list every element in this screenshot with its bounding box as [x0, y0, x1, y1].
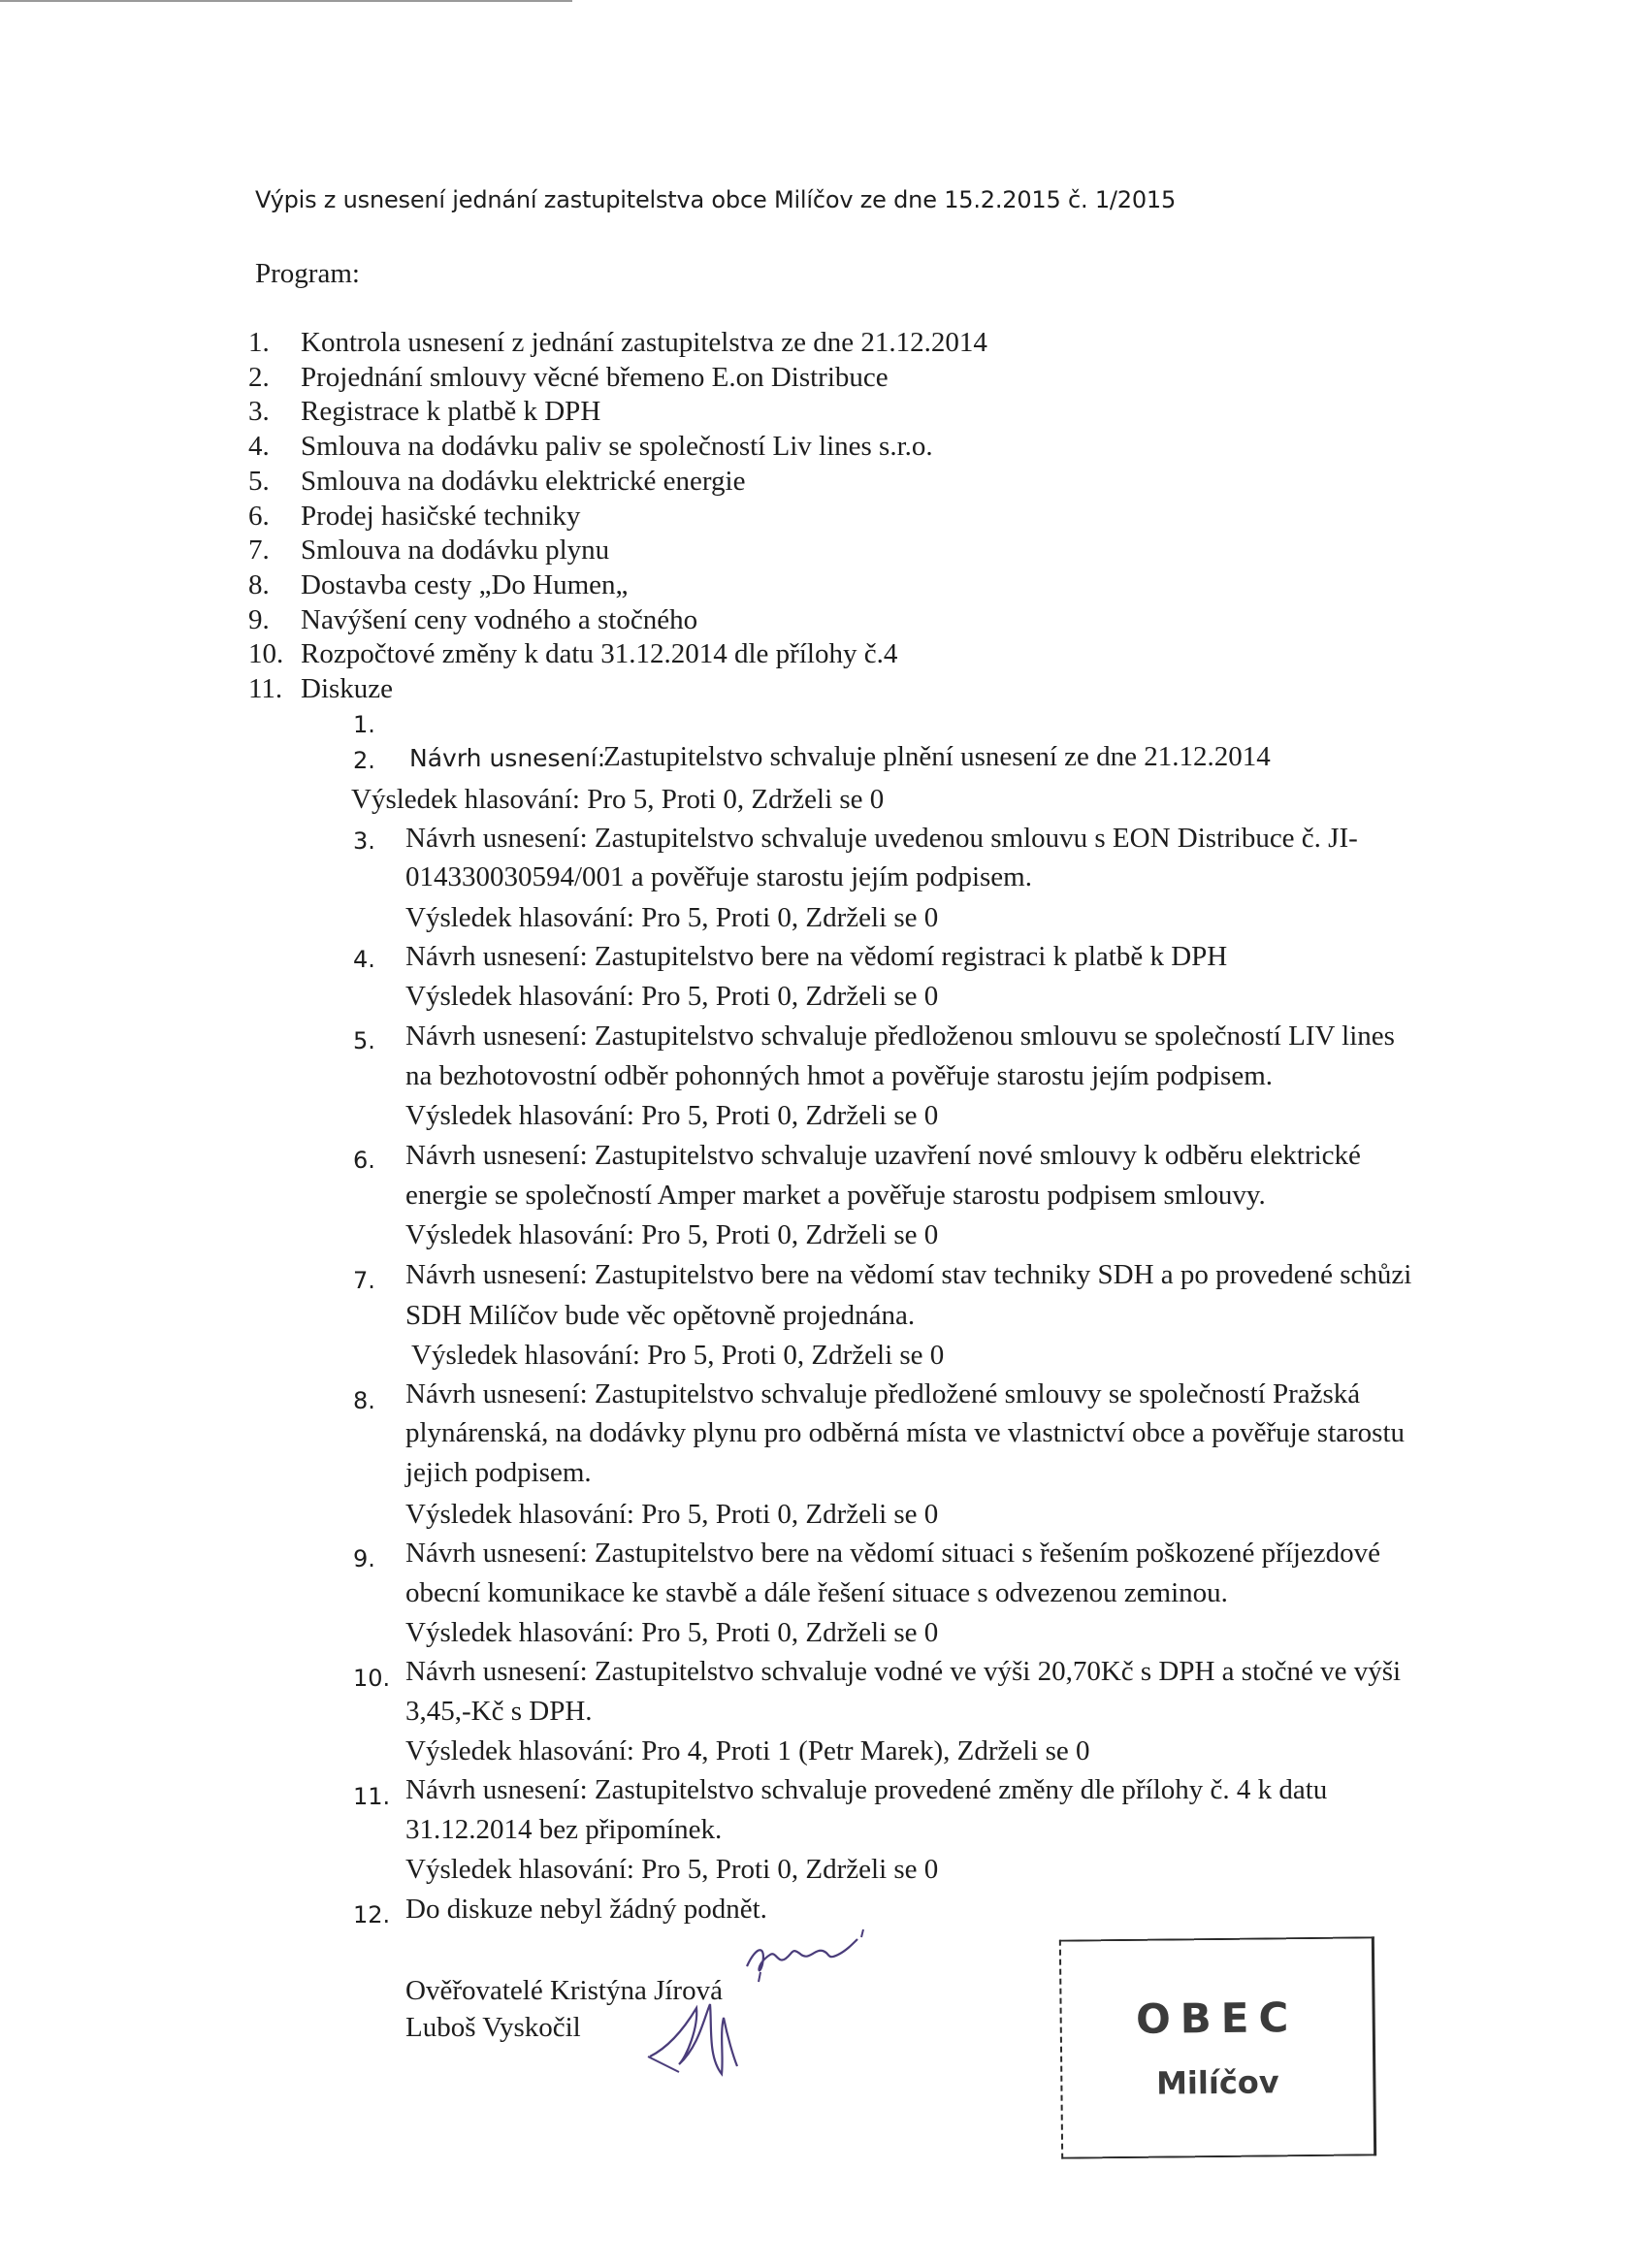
resolution-text: jejich podpisem.	[405, 1457, 592, 1488]
document-heading: Výpis z usnesení jednání zastupitelstva obce Milíčov ze dne 15.2.2015 č. 1/2015	[255, 186, 1177, 213]
resolution-text: Návrh usnesení: Zastupitelstvo schvaluje uvedenou smlouvu s EON Distribuce č. JI-	[405, 823, 1358, 854]
vote-result: Výsledek hlasování: Pro 5, Proti 0, Zdrželi se 0	[405, 981, 939, 1012]
agenda-item	[248, 500, 987, 535]
resolution-number: 11.	[353, 1783, 391, 1810]
resolution-text: Návrh usnesení: Zastupitelstvo bere na vědomí registraci k platbě k DPH	[405, 941, 1228, 972]
resolution-text: Do diskuze nebyl žádný podnět.	[405, 1894, 767, 1925]
resolution-number: 2.	[353, 747, 375, 774]
resolution-text: Návrh usnesení: Zastupitelstvo bere na vědomí stav techniky SDH a po provedené schůzi	[405, 1259, 1412, 1290]
resolution-text: na bezhotovostní odběr pohonných hmot a pověřuje starostu jejím podpisem.	[405, 1060, 1274, 1091]
signature-vyskocil-icon	[640, 1989, 757, 2081]
agenda-text: Prodej hasičské techniky	[301, 500, 581, 532]
agenda-number: 5.	[248, 465, 270, 497]
agenda-number: 3.	[248, 396, 270, 428]
agenda-number: 6.	[248, 500, 270, 532]
resolution-text: Návrh usnesení: Zastupitelstvo schvaluje vodné ve výši 20,70Kč s DPH a stočné ve výši	[405, 1656, 1402, 1687]
agenda-text: Navýšení ceny vodného a stočného	[301, 603, 698, 635]
vote-result: Výsledek hlasování: Pro 5, Proti 0, Zdrželi se 0	[405, 1100, 939, 1131]
vote-result: Výsledek hlasování: Pro 5, Proti 0, Zdrželi se 0	[405, 1499, 939, 1530]
agenda-item	[248, 534, 987, 568]
resolution-text: Zastupitelstvo schvaluje plnění usnesení ze dne 21.12.2014	[603, 741, 1271, 772]
resolution-number: 1.	[353, 711, 375, 738]
agenda-number: 2.	[248, 361, 270, 393]
agenda-item	[248, 395, 987, 430]
official-stamp	[1059, 1936, 1376, 2158]
resolution-text: plynárenská, na dodávky plynu pro odběrná místa ve vlastnictví obce a pověřuje starostu	[405, 1417, 1406, 1448]
stamp-subtitle: Milíčov	[1155, 2063, 1279, 2102]
signature-jirova-icon	[737, 1926, 873, 1984]
agenda-list	[248, 326, 987, 707]
resolution-text: 014330030594/001 a pověřuje starostu jejím podpisem.	[405, 861, 1032, 892]
vote-result: Výsledek hlasování: Pro 5, Proti 0, Zdrželi se 0	[411, 1340, 945, 1371]
resolution-text: Návrh usnesení: Zastupitelstvo schvaluje předložené smlouvy se společností Pražská	[405, 1378, 1361, 1409]
agenda-number: 4.	[248, 431, 270, 463]
vote-result: Výsledek hlasování: Pro 5, Proti 0, Zdrželi se 0	[405, 1854, 939, 1885]
vote-result: Výsledek hlasování: Pro 5, Proti 0, Zdrželi se 0	[405, 1617, 939, 1648]
verifier-line: Ověřovatelé Kristýna Jírová	[405, 1975, 723, 2006]
resolution-text: 3,45,-Kč s DPH.	[405, 1696, 593, 1727]
agenda-text: Kontrola usnesení z jednání zastupitelstva ze dne 21.12.2014	[301, 327, 987, 358]
resolution-number: 10.	[353, 1665, 391, 1692]
agenda-text: Projednání smlouvy věcné břemeno E.on Distribuce	[301, 361, 889, 393]
agenda-text: Diskuze	[301, 673, 394, 705]
scan-edge-line	[0, 0, 572, 2]
vote-result: Výsledek hlasování: Pro 5, Proti 0, Zdrželi se 0	[351, 784, 885, 815]
agenda-item	[248, 465, 987, 500]
agenda-text: Rozpočtové změny k datu 31.12.2014 dle přílohy č.4	[301, 638, 898, 670]
agenda-text: Registrace k platbě k DPH	[301, 396, 601, 428]
agenda-item	[248, 603, 987, 638]
agenda-item	[248, 361, 987, 396]
resolution-number: 8.	[353, 1387, 375, 1414]
resolution-text: Návrh usnesení: Zastupitelstvo schvaluje předloženou smlouvu se společností LIV lines	[405, 1021, 1395, 1052]
resolution-text: Návrh usnesení: Zastupitelstvo schvaluje provedené změny dle přílohy č. 4 k datu	[405, 1774, 1328, 1805]
agenda-number: 7.	[248, 535, 270, 567]
agenda-number: 8.	[248, 568, 270, 600]
agenda-number: 10.	[248, 638, 284, 670]
stamp-title: OBEC	[1135, 1993, 1299, 2043]
resolution-text: energie se společností Amper market a pověřuje starostu podpisem smlouvy.	[405, 1180, 1266, 1211]
agenda-number: 1.	[248, 327, 270, 358]
resolution-number: 3.	[353, 827, 375, 855]
agenda-item	[248, 672, 987, 707]
resolution-text: 31.12.2014 bez připomínek.	[405, 1814, 723, 1845]
agenda-item	[248, 326, 987, 361]
resolution-text: Návrh usnesení: Zastupitelstvo bere na vědomí situaci s řešením poškozené příjezdové	[405, 1538, 1381, 1569]
agenda-text: Smlouva na dodávku paliv se společností Liv lines s.r.o.	[301, 431, 933, 463]
agenda-item	[248, 568, 987, 603]
resolution-number: 9.	[353, 1545, 375, 1572]
vote-result: Výsledek hlasování: Pro 5, Proti 0, Zdrželi se 0	[405, 902, 939, 933]
vote-result: Výsledek hlasování: Pro 5, Proti 0, Zdrželi se 0	[405, 1219, 939, 1250]
agenda-text: Dostavba cesty „Do Humen„	[301, 568, 629, 600]
resolution-number: 5.	[353, 1027, 375, 1054]
agenda-text: Smlouva na dodávku plynu	[301, 535, 610, 567]
resolution-text: obecní komunikace ke stavbě a dále řešení situace s odvezenou zeminou.	[405, 1577, 1228, 1608]
resolution-number: 7.	[353, 1267, 375, 1294]
resolution-number: 6.	[353, 1147, 375, 1174]
resolution-label: Návrh usnesení:	[409, 744, 606, 772]
resolution-number: 12.	[353, 1901, 391, 1928]
program-label: Program:	[255, 258, 360, 289]
agenda-number: 9.	[248, 603, 270, 635]
agenda-text: Smlouva na dodávku elektrické energie	[301, 465, 746, 497]
agenda-item	[248, 430, 987, 465]
agenda-item	[248, 637, 987, 672]
verifier-line: Luboš Vyskočil	[405, 2012, 581, 2043]
resolution-text: Návrh usnesení: Zastupitelstvo schvaluje uzavření nové smlouvy k odběru elektrické	[405, 1140, 1361, 1171]
agenda-number: 11.	[248, 673, 283, 705]
vote-result: Výsledek hlasování: Pro 4, Proti 1 (Petr Marek), Zdrželi se 0	[405, 1735, 1090, 1766]
resolution-number: 4.	[353, 946, 375, 973]
resolution-text: SDH Milíčov bude věc opětovně projednána.	[405, 1300, 916, 1331]
